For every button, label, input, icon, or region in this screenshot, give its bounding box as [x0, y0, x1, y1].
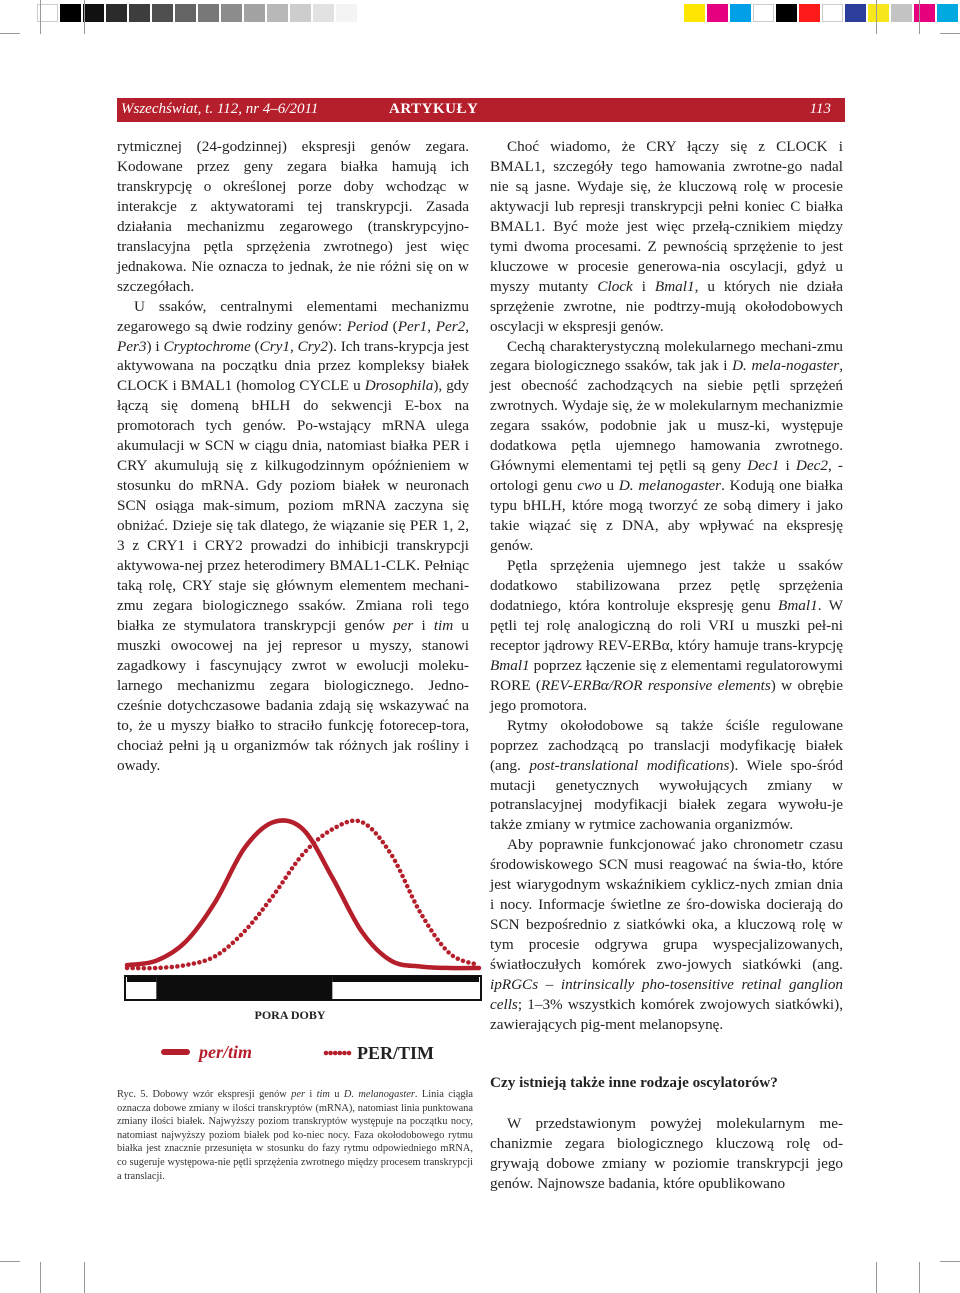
legend-dot	[333, 1051, 338, 1056]
paragraph: Rytmy okołodobowe są także ściśle regulowane poprzez zachodzącą po translacji modyfikację białek (ang. post-translational modifications). Wiele spo-śród mutacji genetycznych wywołujących zmiany w potranslacyjnej modyfikacji białek zegara wywołu-je także zmiany w rytmice zachowania organizmów.	[490, 716, 843, 834]
gray-swatch	[198, 4, 219, 22]
crop-mark	[919, 1262, 920, 1293]
paragraph: Choć wiadomo, że CRY łączy się z CLOCK i BMAL1, szczegóły tego hamowania zwrotne-go nadal nie są jasne. Wydaje się, że kluczową rolę w procesie aktywacji lub represji transkrypcji pełni koniec C białka BMAL1. Być może jest więc przełą-cznikiem między tymi dwoma procesami. Z pewnością sprzężenie to jest kluczowe w procesie generowa-nia oscylacji, gdyż u myszy mutanty Clock i Bmal1, u których nie działa sprzężenie zwrotne, nie podtrzy-mują okołodobowych oscylacji w ekspresji genów.	[490, 138, 844, 335]
legend-label-mrna: per/tim	[199, 1042, 252, 1062]
crop-mark	[876, 0, 877, 34]
crop-mark	[0, 1261, 20, 1262]
x-axis-label: PORA DOBY	[254, 1008, 326, 1022]
color-swatch	[799, 4, 820, 22]
gray-swatch	[106, 4, 127, 22]
gray-swatch	[83, 4, 104, 22]
running-header	[117, 98, 845, 122]
crop-mark	[919, 0, 920, 34]
day-segment	[127, 976, 156, 982]
color-strip-left	[37, 4, 359, 22]
gray-swatch	[129, 4, 150, 22]
color-swatch	[684, 4, 705, 22]
legend-dot	[338, 1051, 343, 1056]
legend-label-protein: PER/TIM	[357, 1043, 435, 1063]
crop-mark	[84, 0, 85, 34]
gray-swatch	[313, 4, 334, 22]
figure-caption: Ryc. 5. Dobowy wzór ekspresji genów per i tim u D. melanogaster. Linia ciągła oznacza dobowe zmiany w ilości transkryptów (mRNA), natomiast linia punktowana zmiany ilości białek. Najwyższy poziom transkryptów występuje na początku nocy, natomiast najwyższy poziom białek pod ko-niec nocy. Faza okołodobowego rytmu białka jest znacznie przesunięta w stosunku do fazy rytmu odpowiedniego mRNA, co sugeruje występowa-nie pętli sprzężenia zwrotnego między procesem transkrypcji a translacji.	[117, 1089, 474, 1182]
crop-mark	[940, 1261, 960, 1262]
gray-swatch	[60, 4, 81, 22]
gray-swatch	[244, 4, 265, 22]
section-title: ARTYKUŁY	[389, 101, 479, 117]
gray-swatch	[175, 4, 196, 22]
paragraph: Aby poprawnie funkcjonować jako chronometr czasu środowiskowego SCN musi reagować na świa-tło, które jest wiarygodnym wskaźnikiem cyklicz-nych zmian dnia i nocy. Informacje świetlne ze śro-dowiska docierają do SCN bezpośrednio z siatkówki oka, a kluczową rolę w tym procesie odgrywa grupa wyspecjalizowanych, światłoczułych komórek zwo-jowych siatkówki (ang. ipRGCs – intrinsically pho-tosensitive retinal ganglion cells; 1–3% wszystkich komórek zwojowych siatkówki), zawierających pig-ment melanopsynę.	[490, 836, 844, 1033]
crop-mark	[0, 33, 20, 34]
color-swatch	[845, 4, 866, 22]
color-swatch	[707, 4, 728, 22]
day-segment	[332, 976, 479, 982]
paragraph: W przedstawionym powyżej molekularnym me-chanizmie zegara biologicznego kluczową rolę od-grywają dobowe zmiany w poziomie transkrypcji jego genów. Najnowsze badania, które opublikowano	[490, 1115, 844, 1192]
legend-dot	[347, 1051, 352, 1056]
color-swatch	[937, 4, 958, 22]
color-swatch	[776, 4, 797, 22]
right-column-continued	[490, 1114, 843, 1194]
legend-dot	[328, 1051, 333, 1056]
figure-5-chart	[117, 810, 489, 1080]
legend-dot	[342, 1051, 347, 1056]
color-swatch	[822, 4, 843, 22]
paragraph: rytmicznej (24-godzinnej) ekspresji genów zegara. Kodowane przez geny zegara białka hamują ich transkrypcję o określonej porze doby wchodząc w interakcje z aktywatorami tej transkrypcji. Zasada działania mechanizmu zegarowego (transkrypcyjno-translacyjna pętla sprzężenia zwrotnego) jest więc jednakowa. Nie oznacza to jednak, że nie różni się on w szczegółach.	[117, 138, 470, 295]
night-segment	[156, 976, 332, 1000]
gray-swatch	[336, 4, 357, 22]
legend-dotted-line-icon	[324, 1051, 352, 1056]
series-line-mrna	[127, 820, 479, 968]
color-swatch	[914, 4, 935, 22]
gray-swatch	[152, 4, 173, 22]
color-swatch	[730, 4, 751, 22]
expression-chart-svg	[117, 810, 489, 1080]
journal-citation: Wszechświat, t. 112, nr 4–6/2011	[121, 101, 319, 117]
legend-dot	[324, 1051, 329, 1056]
crop-mark	[84, 1262, 85, 1293]
gray-swatch	[267, 4, 288, 22]
gray-swatch	[221, 4, 242, 22]
crop-mark	[40, 0, 41, 34]
color-swatch	[891, 4, 912, 22]
right-column	[490, 137, 843, 1035]
gray-swatch	[290, 4, 311, 22]
left-column	[117, 137, 469, 776]
section-heading: Czy istnieją także inne rodzaje oscylatorów?	[490, 1074, 778, 1091]
crop-mark	[876, 1262, 877, 1293]
page-number: 113	[809, 101, 831, 117]
paragraph: U ssaków, centralnymi elementami mechanizmu zegarowego są dwie rodziny genów: Period (Per1, Per2, Per3) i Cryptochrome (Cry1, Cry2). Ich trans-krypcja jest aktywowana na początku dnia przez kompleksy białek CLOCK i BMAL1 (homolog CYCLE u Drosophila), gdy łączą się domeną bHLH do sekwencji E-box na promotorach tych genów. Po-wstający mRNA ulega akumulacji w SCN w ciągu dnia, natomiast białka PER i CRY akumulują się z kilkugodzinnym opóźnieniem w stosunku do mRNA. Gdy poziom białek w neuronach SCN osiąga mak-simum, poziom mRNA zaczyna się obniżać. Dzieje się tak dlatego, że wiązanie się PER 1, 2, 3 z CRY1 i CRY2 prowadzi do inhibicji transkrypcji aktywowa-nej przez heterodimery BMAL1-CLK. Pełniąc taką rolę, CRY staje się głównym elementem mechani-zmu zegara biologicznego ssaków. Zmiana roli tego białka ze stymulatora transkrypcji genów per i tim u muszki owocowej na jej represor u myszy, stanowi zagadkowy i fascynujący zwrot w ewolucji moleku-larnego mechanizmu zegara biologicznego. Jedno-cześnie dotychczasowe badania zdają się wskazywać na to, że u myszy białko to straciło funkcję fotorecep-tora, chociaż pełni ją u organizmów tak różnych jak rośliny i owady.	[117, 297, 470, 774]
paragraph: Cechą charakterystyczną molekularnego mechani-zmu zegara biologicznego ssaków, tak jak i D. mela-nogaster, jest obecność zachodzących na siebie pętli sprzężeń zwrotnych. Wydaje się, że w molekularnym mechanizmie zegara ssaków, podobnie jak u musz-ki, występuje dodatkowa pętla ujemnego hamowania zwrotnego. Głównymi elementami tej pętli są geny Dec1 i Dec2, - ortologi genu cwo u D. melanogaster. Kodują one białka typu bHLH, które mogą tworzyć ze sobą dimery i jako takie wiązać się z DNA, aby wpływać na ekspresję genów.	[490, 337, 844, 555]
crop-mark	[40, 1262, 41, 1293]
paragraph: Pętla sprzężenia ujemnego jest także u ssaków dodatkowo stabilizowana przez pętlę sprzężenia dodatniego, która kontroluje ekspresję genu Bmal1. W pętli tej rolę analogiczną do roli VRI u muszki peł-ni receptor jądrowy REV-ERBα, który hamuje trans-krypcję Bmal1 poprzez łączenie się z elementami regulatorowymi RORE (REV-ERBα/ROR responsive elements) w obrębie jego promotora.	[490, 557, 843, 714]
color-swatch	[753, 4, 774, 22]
color-swatch	[868, 4, 889, 22]
crop-mark	[940, 33, 960, 34]
